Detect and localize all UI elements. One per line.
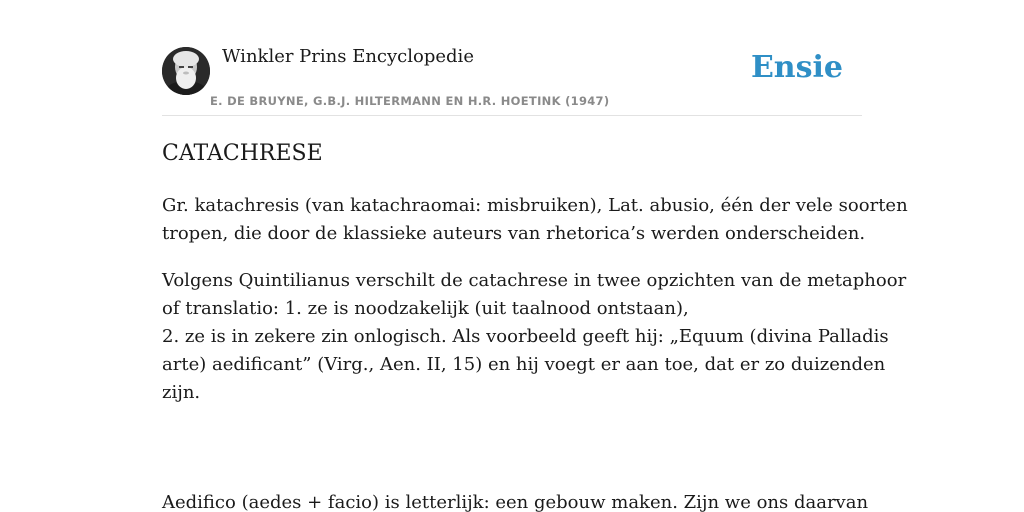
article-paragraph [162, 489, 869, 512]
site-byline: E. DE BRUYNE, G.B.J. HILTERMANN EN H.R. HOETINK (1947) [210, 94, 610, 108]
site-title[interactable]: Winkler Prins Encyclopedie [222, 46, 474, 67]
portrait-icon [162, 47, 210, 95]
paragraph-line: Gr. katachresis (van katachraomai: misbruiken), Lat. abusio, één der vele soorten [162, 195, 908, 216]
brand-logo[interactable]: Ensie [750, 50, 843, 85]
site-header [162, 0, 862, 116]
article-title: CATACHRESE [162, 141, 323, 166]
paragraph-line: of translatio: 1. ze is noodzakelijk (uit taalnood ontstaan), [162, 298, 689, 319]
paragraph-line: 2. ze is in zekere zin onlogisch. Als voorbeeld geeft hij: „Equum (divina Palladis [162, 326, 889, 347]
article-paragraph [162, 192, 908, 248]
article-paragraph [162, 267, 907, 407]
content-column [162, 0, 908, 512]
paragraph-line: zijn. [162, 382, 201, 403]
paragraph-line: arte) aedificant” (Virg., Aen. II, 15) en hij voegt er aan toe, dat er zo duizenden [162, 354, 886, 375]
paragraph-line: Volgens Quintilianus verschilt de catachrese in twee opzichten van de metaphoor [162, 270, 907, 291]
paragraph-line: tropen, die door de klassieke auteurs van rhetorica’s werden onderscheiden. [162, 223, 866, 244]
author-avatar[interactable] [162, 47, 210, 95]
paragraph-line: Aedifico (aedes + facio) is letterlijk: een gebouw maken. Zijn we ons daarvan [162, 492, 869, 512]
